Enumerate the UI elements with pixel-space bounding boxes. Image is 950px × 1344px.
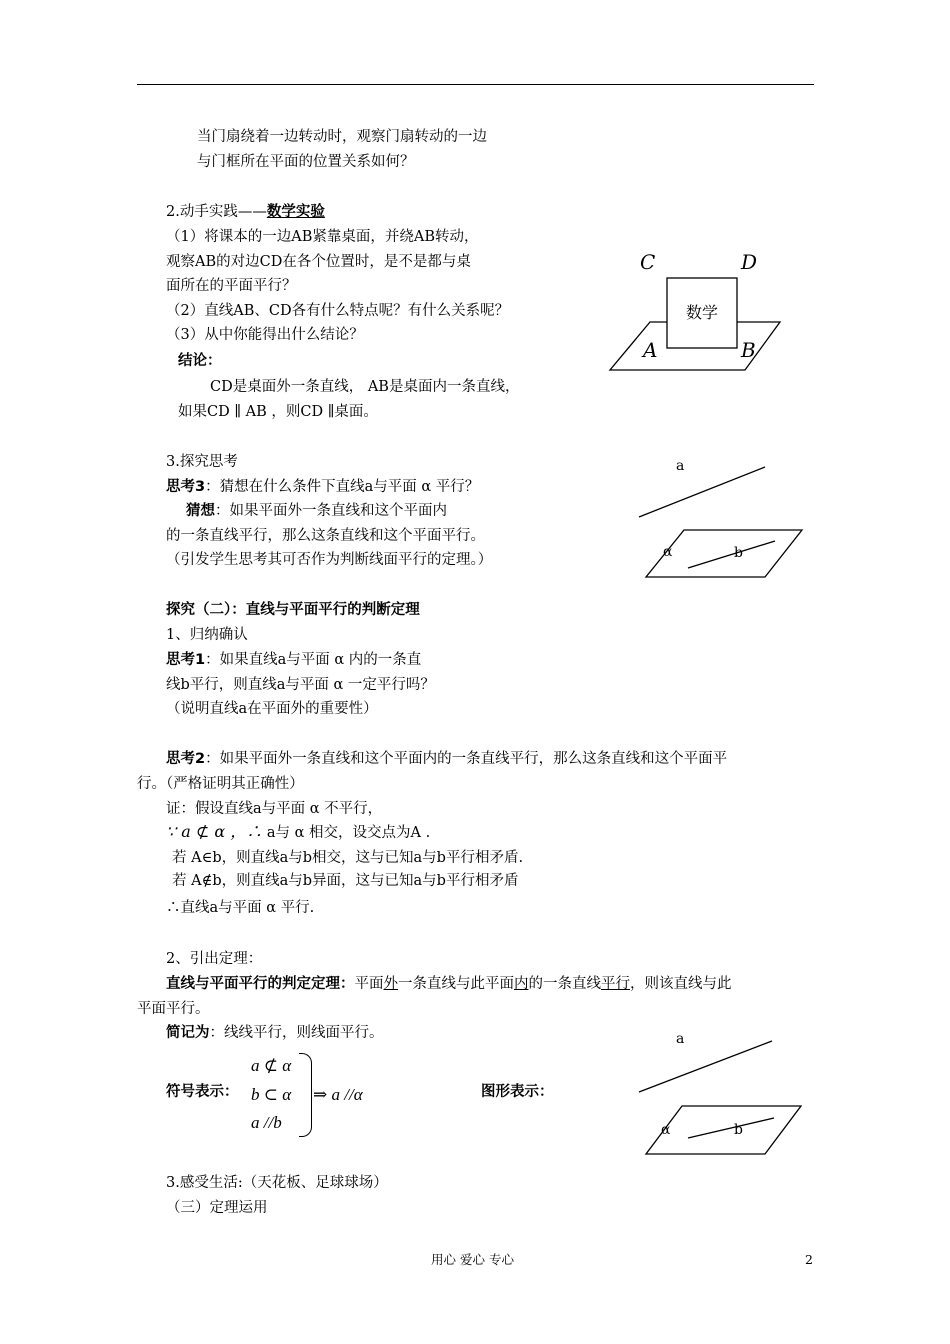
fig3-label-a: a xyxy=(676,1031,685,1047)
fig3-line-b xyxy=(688,1118,774,1138)
theorem-text-c: 的一条直线 xyxy=(528,976,601,992)
proof-line-1: 证：假设直线a与平面 α 不平行， xyxy=(166,801,383,817)
s2-para-4: （2）直线AB、CD各有什么特点呢？有什么关系呢？ xyxy=(166,303,510,319)
label-d: D xyxy=(741,250,758,274)
proof-line-3: 若 A∈b，则直线a与b相交，这与已知a与b平行相矛盾. xyxy=(172,850,524,866)
conclusion-line-1: CD是桌面外一条直线， AB是桌面内一条直线， xyxy=(210,379,520,395)
theorem-parallel: 平行 xyxy=(601,976,630,992)
header-rule xyxy=(137,84,814,85)
line-plane-figure-1 xyxy=(630,455,810,585)
guess-label: 猜想 xyxy=(186,503,215,519)
part-3-heading: （三）定理运用 xyxy=(166,1200,268,1216)
fig2-line-a xyxy=(639,467,765,517)
think-1 xyxy=(166,651,421,669)
fig2-line-b xyxy=(688,541,775,568)
think-1-line-3: （说明直线a在平面外的重要性） xyxy=(166,701,378,717)
think-1-line-2: 线b平行，则直线a与平面 α 一定平行吗？ xyxy=(166,677,435,693)
proof-line-5: ∴直线a与平面 α 平行. xyxy=(166,900,315,916)
think-2-text: ：如果平面外一条直线和这个平面内的一条直线平行，那么这条直线和这个平面平 xyxy=(205,751,728,767)
fig3-label-b: b xyxy=(734,1122,743,1138)
conclusion-line-2: 如果CD ∥ AB ，则CD ∥桌面。 xyxy=(178,404,378,420)
think-3-label: 思考3 xyxy=(166,479,206,495)
s2-para-5: （3）从中你能得出什么结论？ xyxy=(166,327,364,343)
label-a: A xyxy=(643,338,658,362)
intro-line-1: 当门扇绕着一边转动时，观察门扇转动的一边 xyxy=(197,129,487,145)
book-on-desk-figure xyxy=(600,240,800,380)
section-3-note: （引发学生思考其可否作为判断线面平行的定理。） xyxy=(166,552,493,568)
symbol-line-1: a ⊄ α xyxy=(251,1056,292,1075)
theorem-line-2: 平面平行。 xyxy=(137,1001,210,1017)
symbol-label: 符号表示： xyxy=(166,1084,239,1100)
theorem-inside: 内 xyxy=(514,976,529,992)
s2-para-1: （1）将课本的一边AB紧靠桌面，并绕AB转动， xyxy=(166,229,479,245)
symbol-brace xyxy=(299,1053,312,1137)
guess-line-2: 的一条直线平行，那么这条直线和这个平面平行。 xyxy=(166,528,485,544)
theorem-text-b: 一条直线与此平面 xyxy=(398,976,514,992)
proof-line-2 xyxy=(166,823,430,842)
fig3-line-a xyxy=(639,1041,772,1092)
short-form-label: 简记为 xyxy=(166,1025,210,1041)
short-form xyxy=(166,1024,384,1042)
think-3-text: ：猜想在什么条件下直线a与平面 α 平行？ xyxy=(205,479,480,495)
symbol-line-3: a //b xyxy=(251,1113,282,1132)
think-2-label: 思考2 xyxy=(166,751,206,767)
page-number: 2 xyxy=(805,1252,813,1267)
section-2-heading-text: 2.动手实践—— xyxy=(166,204,267,220)
think-1-label: 思考1 xyxy=(166,652,206,668)
s2-para-3: 面所在的平面平行？ xyxy=(166,278,297,294)
line-plane-figure-2 xyxy=(630,1030,810,1160)
symbol-line-2: b ⊂ α xyxy=(251,1085,292,1104)
fig2-label-b: b xyxy=(734,545,743,561)
proof-line-2-text: a与 α 相交，设交点为A . xyxy=(262,825,431,841)
proof-line-2-symbols: ∵ a ⊄ α ，∴ xyxy=(166,822,263,841)
intro-line-2: 与门框所在平面的位置关系如何？ xyxy=(197,154,415,170)
think-2-line-2: 行。（严格证明其正确性） xyxy=(137,776,304,792)
graph-label: 图形表示： xyxy=(481,1084,554,1100)
short-form-text: ：线线平行，则线面平行。 xyxy=(209,1025,384,1041)
sub-3: 3.感受生活:（天花板、足球球场） xyxy=(166,1175,388,1191)
label-c: C xyxy=(640,250,656,274)
section-2-heading xyxy=(166,203,325,221)
proof-line-4: 若 A∉b，则直线a与b异面，这与已知a与b平行相矛盾 xyxy=(172,873,519,889)
think-1-text: ：如果直线a与平面 α 内的一条直 xyxy=(205,652,422,668)
footer-center: 用心 爱心 专心 xyxy=(431,1252,514,1267)
think-2 xyxy=(166,750,727,768)
theorem-label: 直线与平面平行的判定定理： xyxy=(166,976,355,992)
section-3-heading: 3.探究思考 xyxy=(166,454,238,470)
label-b: B xyxy=(741,338,756,362)
theorem-text-d: ，则该直线与此 xyxy=(630,976,732,992)
fig3-label-alpha: α xyxy=(661,1122,671,1138)
fig2-label-alpha: α xyxy=(663,544,673,560)
fig2-label-a: a xyxy=(676,458,685,474)
sub-1: 1、归纳确认 xyxy=(166,627,248,643)
conclusion-label: 结论： xyxy=(178,353,222,369)
section-2-heading-underlined: 数学实验 xyxy=(266,204,325,220)
s2-para-2: 观察AB的对边CD在各个位置时，是不是都与桌 xyxy=(166,254,471,270)
theorem-outside: 外 xyxy=(383,976,398,992)
guess-text: ：如果平面外一条直线和这个平面内 xyxy=(215,503,447,519)
think-3 xyxy=(166,478,479,496)
book-title: 数学 xyxy=(686,303,719,322)
theorem-text-a: 平面 xyxy=(354,976,384,992)
guess xyxy=(186,502,447,520)
sub-2: 2、引出定理： xyxy=(166,951,263,967)
part-2-heading: 探究（二）：直线与平面平行的判断定理 xyxy=(166,602,420,618)
theorem xyxy=(166,975,732,993)
symbol-result: ⇒ a //α xyxy=(313,1085,363,1104)
